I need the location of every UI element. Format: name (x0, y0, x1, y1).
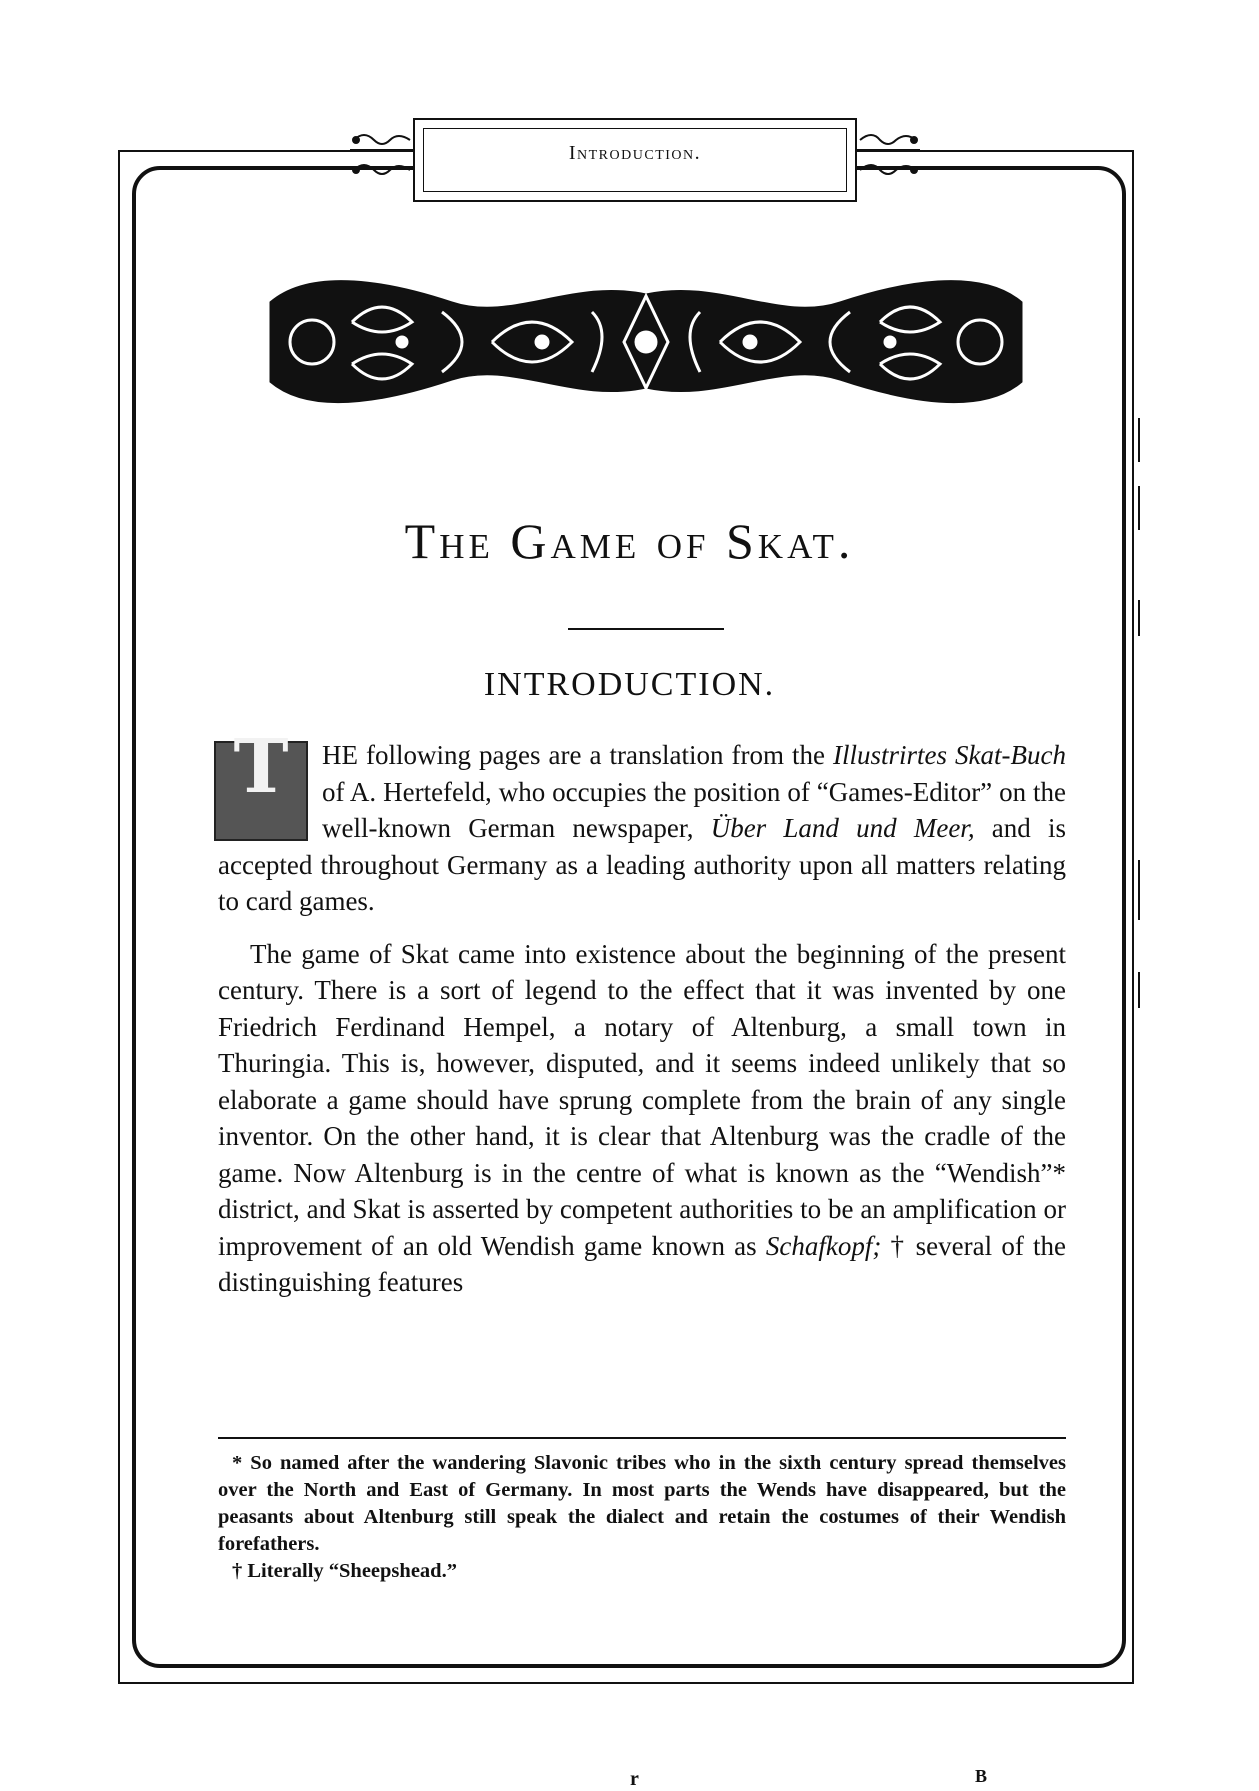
header-ornament-right-icon (856, 126, 920, 186)
section-heading: INTRODUCTION. (483, 666, 776, 703)
paragraph-1-italic-a: Illustrirtes Skat-Buch (833, 740, 1066, 770)
paragraph-1 (218, 724, 1066, 920)
footnote-1: * So named after the wandering Slavonic tribes who in the sixth century spread themselves over the North and East of Germany. In most parts the Wends have disappeared, but the peasants about Altenburg still speak the dialect and retain the costumes of their Wendish forefathers. (218, 1452, 1066, 1555)
paragraph-2 (218, 936, 1066, 1301)
running-header (413, 118, 857, 202)
paragraph-1-text-c: and is accepted throughout Germany as a leading authority upon all matters relating to card games. (218, 813, 1066, 916)
paragraph-2-italic-a: Schafkopf; (765, 1230, 882, 1261)
paragraph-2-text-a: The game of Skat came into existence about the beginning of the present century. There is a sort of legend to the effect that it was invented by one Friedrich Ferdinand Hempel, a notary of Altenburg, a small town in Thuringia. This is, however, disputed, and it seems indeed unlikely that so elaborate a game should have sprung complete from the brain of any single inventor. On the other hand, it is clear that Altenburg was the cradle of the game. Now Altenburg is in the centre of what is known as the “Wendish”* district, and Skat is asserted by competent authorities to be an amplification or improvement of an old Wendish game known as (218, 938, 1066, 1261)
edge-mark (1138, 418, 1140, 462)
edge-mark (1138, 972, 1140, 1008)
signature-mark-left: r (630, 1768, 639, 1790)
page-title: The Game of Skat. (404, 513, 855, 569)
header-ornament-left-icon (350, 126, 414, 186)
paragraph-1-text-a: HE following pages are a translation from the (322, 740, 833, 770)
paragraph-1-italic-b: Über Land und Meer, (710, 813, 975, 843)
title-divider (568, 628, 724, 630)
floral-banner-ornament-icon (252, 272, 1040, 410)
edge-mark (1138, 860, 1140, 920)
footnotes (218, 1450, 1066, 1585)
footnote-2: † Literally “Sheepshead.” (232, 1560, 457, 1582)
footnote-divider (218, 1437, 1066, 1439)
paragraph-2-text-b: † several of the distinguishing features (218, 1230, 1066, 1297)
signature-mark-right: B (975, 1766, 988, 1786)
dropcap-initial (214, 724, 308, 841)
dropcap-letter: T (233, 724, 289, 810)
running-title: Introduction. (568, 142, 702, 164)
body-text (218, 724, 1066, 1301)
paragraph-1-text-b: of A. Hertefeld, who occupies the position of “Games-Editor” on the well-known German newspaper, (322, 776, 1066, 843)
edge-mark (1138, 600, 1140, 636)
